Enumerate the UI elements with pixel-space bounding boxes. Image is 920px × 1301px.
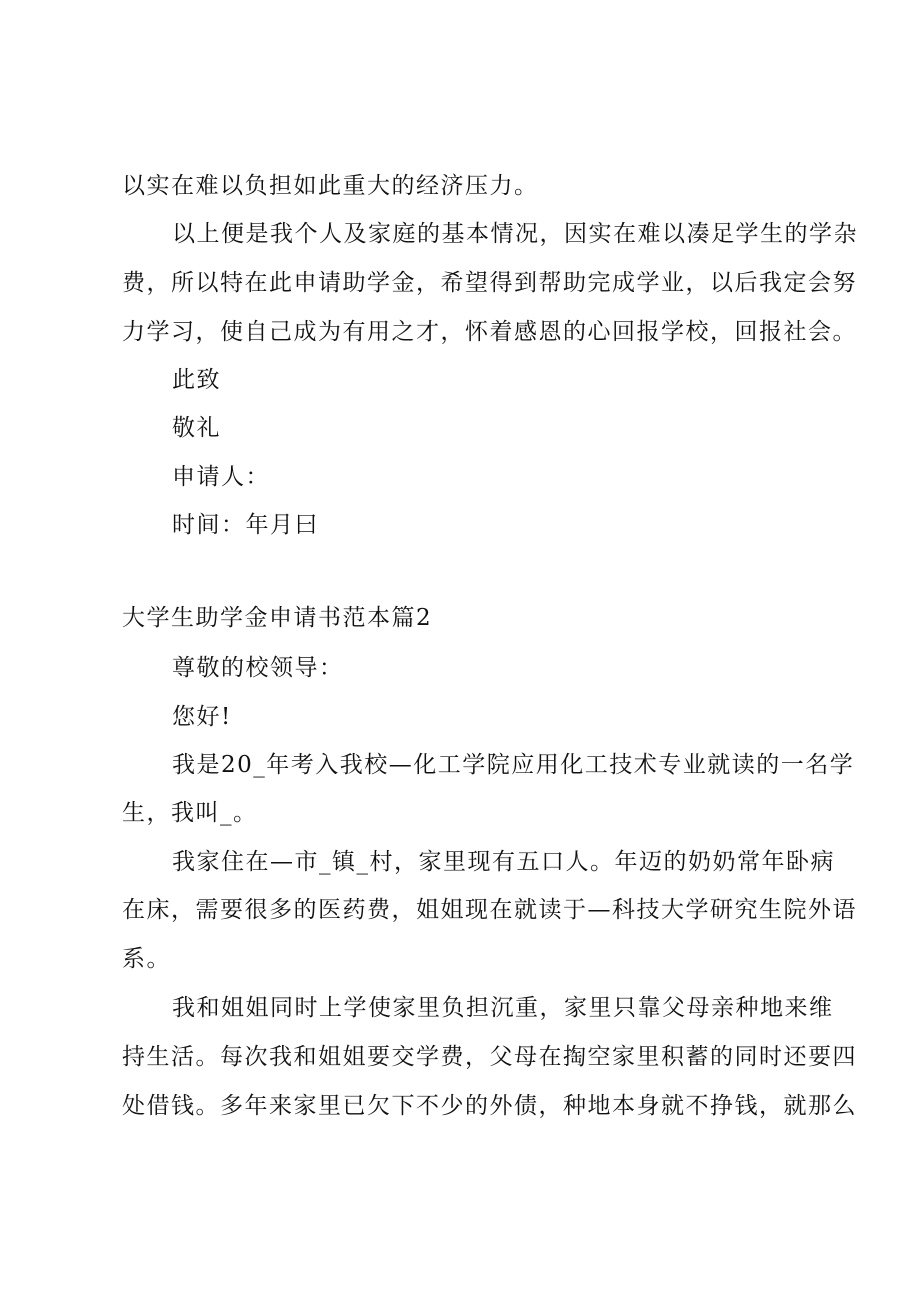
closing-regards: 敬礼 — [172, 415, 221, 441]
paragraph-line: 系。 — [122, 946, 171, 972]
paragraph-line: 处借钱。多年来家里已欠下不少的外债，种地本身就不挣钱，就那么 — [122, 1093, 857, 1119]
applicant-label: 申请人： — [172, 464, 270, 490]
paragraph-line: 持生活。每次我和姐姐要交学费，父母在掏空家里积蓄的同时还要四 — [122, 1044, 857, 1070]
paragraph-line: 以上便是我个人及家庭的基本情况，因实在难以凑足学生的学杂 — [172, 221, 858, 247]
paragraph-line: 以实在难以负担如此重大的经济压力。 — [122, 173, 539, 199]
section-heading: 大学生助学金申请书范本篇2 — [122, 605, 433, 631]
greeting-line: 您好! — [172, 704, 232, 730]
paragraph-line: 费，所以特在此申请助学金，希望得到帮助完成学业，以后我定会努 — [122, 270, 857, 296]
paragraph-line: 我家住在—市_镇_村，家里现有五口人。年迈的奶奶常年卧病 — [172, 849, 835, 875]
greeting-line: 尊敬的校领导： — [172, 655, 344, 681]
paragraph-line: 生，我叫_。 — [122, 800, 258, 826]
paragraph-line: 力学习，使自己成为有用之才，怀着感恩的心回报学校，回报社会。 — [122, 319, 857, 345]
date-label: 时间：年月曰 — [172, 512, 319, 538]
closing-salutation: 此致 — [172, 367, 221, 393]
paragraph-line: 我和姐姐同时上学使家里负担沉重，家里只靠父母亲种地来维 — [172, 995, 834, 1021]
paragraph-line: 在床，需要很多的医药费，姐姐现在就读于—科技大学研究生院外语 — [122, 897, 857, 923]
paragraph-line: 我是20_年考入我校—化工学院应用化工技术专业就读的一名学 — [172, 752, 855, 778]
